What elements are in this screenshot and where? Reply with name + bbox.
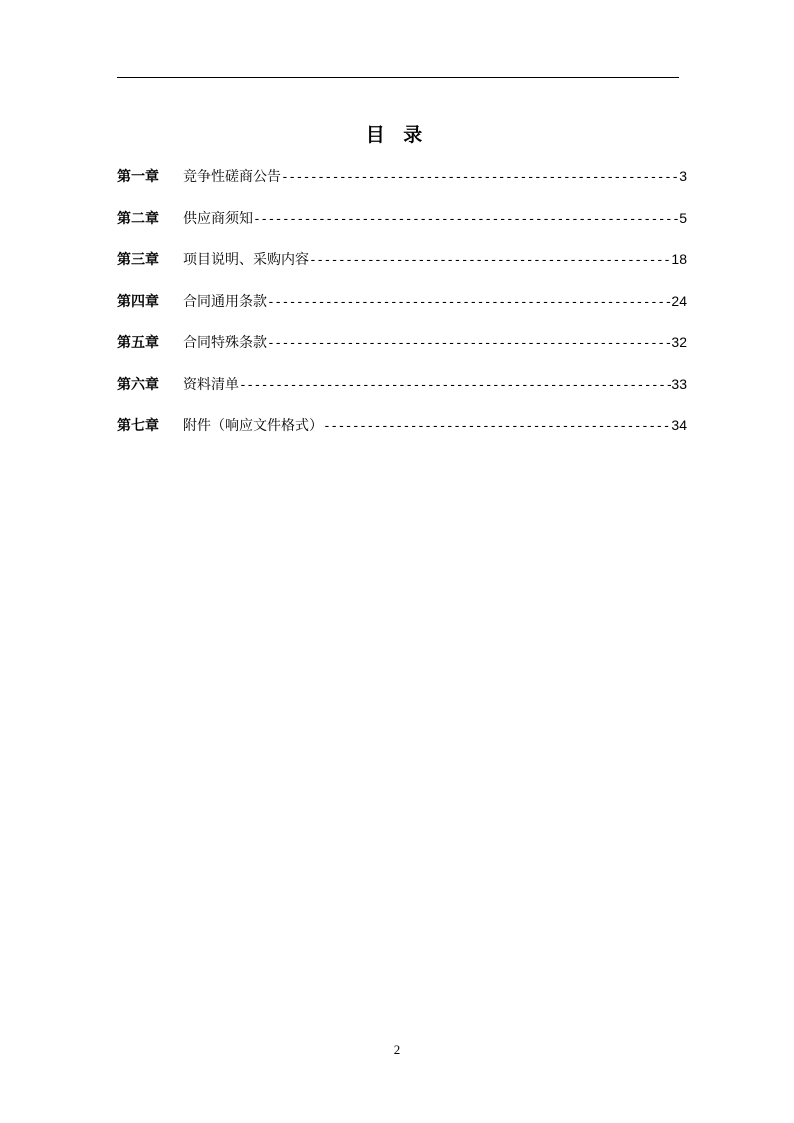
- toc-page-number: 3: [679, 168, 687, 184]
- toc-entry-title: 项目说明、采购内容: [183, 252, 309, 268]
- toc-dot-leader: [267, 336, 671, 351]
- toc-entry-title: 资料清单: [183, 376, 239, 393]
- toc-dot-leader: [281, 170, 679, 185]
- toc-entry-6[interactable]: [117, 374, 687, 394]
- toc-title: 目 录: [365, 124, 429, 146]
- toc-page-number: 33: [671, 375, 687, 392]
- toc-page-number: 34: [671, 417, 687, 433]
- header-rule: [117, 77, 679, 78]
- toc-chapter-label: 第五章: [117, 335, 159, 351]
- toc-dot-leader: [267, 295, 671, 310]
- toc-entry-3[interactable]: [117, 249, 687, 269]
- toc-list: [117, 166, 687, 457]
- toc-page-number: 24: [671, 292, 687, 309]
- toc-entry-title: 合同特殊条款: [183, 335, 267, 351]
- toc-chapter-label: 第一章: [117, 169, 159, 185]
- toc-entry-2[interactable]: [117, 208, 687, 228]
- page-number: 2: [393, 1042, 401, 1057]
- toc-dot-leader: [253, 212, 679, 227]
- toc-dot-leader: [323, 419, 671, 434]
- toc-entry-title: 供应商须知: [183, 210, 253, 227]
- toc-entry-1[interactable]: [117, 166, 687, 186]
- toc-chapter-label: 第三章: [117, 252, 159, 268]
- toc-entry-title: 附件（响应文件格式）: [183, 418, 323, 434]
- toc-entry-4[interactable]: [117, 291, 687, 311]
- toc-dot-leader: [309, 253, 671, 268]
- toc-entry-title: 合同通用条款: [183, 293, 267, 310]
- toc-page-number: 5: [679, 209, 687, 226]
- toc-chapter-label: 第六章: [117, 376, 159, 393]
- toc-dot-leader: [239, 378, 671, 393]
- toc-page-number: 32: [671, 334, 687, 350]
- toc-entry-5[interactable]: [117, 332, 687, 352]
- toc-chapter-label: 第二章: [117, 210, 159, 227]
- toc-entry-title: 竞争性磋商公告: [183, 169, 281, 185]
- toc-chapter-label: 第四章: [117, 293, 159, 310]
- toc-entry-7[interactable]: [117, 415, 687, 435]
- toc-page-number: 18: [671, 251, 687, 267]
- toc-chapter-label: 第七章: [117, 418, 159, 434]
